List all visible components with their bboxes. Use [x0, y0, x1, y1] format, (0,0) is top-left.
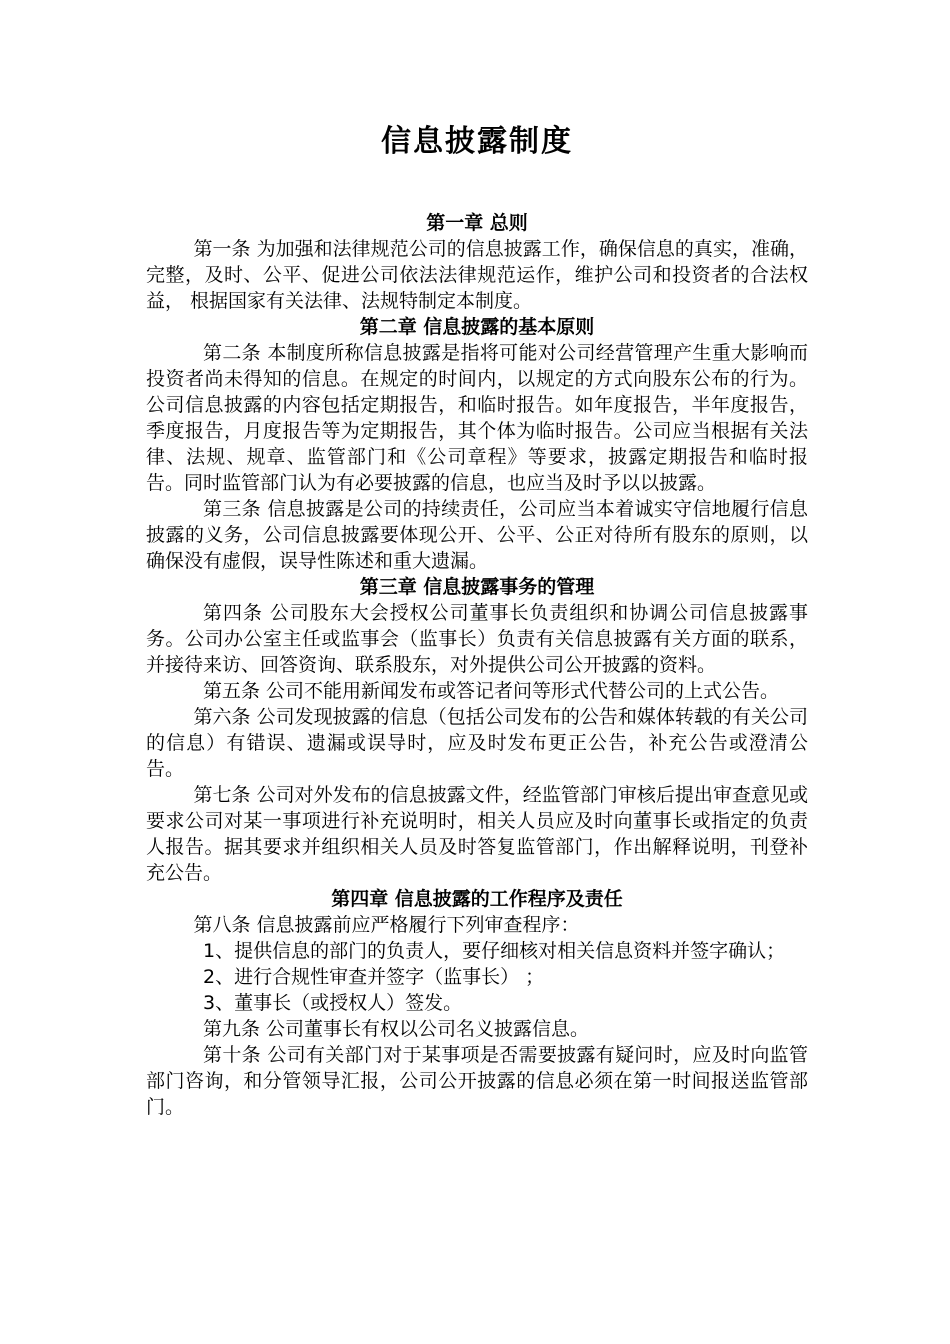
review-step-3: 3、董事长（或授权人）签发。: [203, 992, 463, 1014]
chapter-3-heading: 第三章 信息披露事务的管理: [359, 576, 595, 598]
chapter-2-heading: 第二章 信息披露的基本原则: [359, 316, 595, 338]
review-step-1: 1、提供信息的部门的负责人，要仔细核对相关信息资料并签字确认；: [203, 940, 786, 962]
document-title: 信息披露制度: [381, 124, 573, 159]
article-5: 第五条 公司不能用新闻发布或答记者问等形式代替公司的上式公告。: [203, 680, 780, 702]
article-1: 第一条 为加强和法律规范公司的信息披露工作，确保信息的真实，准确，完整，及时、公平、促进公司依法法律规范运作，维护公司和投资者的合法权益， 根据国家有关法律、法规特制定本制度。: [146, 238, 808, 312]
article-6: 第六条 公司发现披露的信息（包括公司发布的公告和媒体转载的有关公司的信息）有错误、遗漏或误导时，应及时发布更正公告，补充公告或澄清公告。: [146, 706, 808, 780]
article-7: 第七条 公司对外发布的信息披露文件，经监管部门审核后提出审查意见或要求公司对某一事项进行补充说明时，相关人员应及时向董事长或指定的负责人报告。据其要求并组织相关人员及时答复监管部门，作出解释说明，刊登补充公告。: [146, 784, 808, 884]
article-9: 第九条 公司董事长有权以公司名义披露信息。: [203, 1018, 590, 1040]
chapter-4-heading: 第四章 信息披露的工作程序及责任: [331, 888, 623, 910]
article-3: 第三条 信息披露是公司的持续责任，公司应当本着诚实守信地履行信息披露的义务，公司信息披露要体现公开、公平、公正对待所有股东的原则，以确保没有虚假，误导性陈述和重大遗漏。: [146, 498, 808, 572]
article-4: 第四条 公司股东大会授权公司董事长负责组织和协调公司信息披露事务。公司办公室主任或监事会（监事长）负责有关信息披露有关方面的联系，并接待来访、回答资询、联系股东，对外提供公司公开披露的资料。: [146, 602, 808, 676]
article-2: 第二条 本制度所称信息披露是指将可能对公司经营管理产生重大影响而投资者尚未得知的信息。在规定的时间内，以规定的方式向股东公布的行为。公司信息披露的内容包括定期报告，和临时报告。如年度报告，半年度报告， 季度报告，月度报告等为定期报告，其个体为临时报告。公司应当根据有关法律、法规、规章、监管部门和《公司章程》等要求，披露定期报告和临时报告。同时监管部门认为有必要披露的信息，也应当及时予以以披露。: [146, 342, 808, 494]
review-step-2: 2、进行合规性审查并签字（监事长） ；: [203, 966, 545, 988]
article-10: 第十条 公司有关部门对于某事项是否需要披露有疑问时，应及时向监管部门咨询，和分管领导汇报，公司公开披露的信息必须在第一时间报送监管部门。: [146, 1044, 808, 1118]
article-8: 第八条 信息披露前应严格履行下列审查程序：: [193, 914, 580, 936]
document-page: [146, 118, 808, 1120]
chapter-1-heading: 第一章 总则: [426, 212, 528, 234]
